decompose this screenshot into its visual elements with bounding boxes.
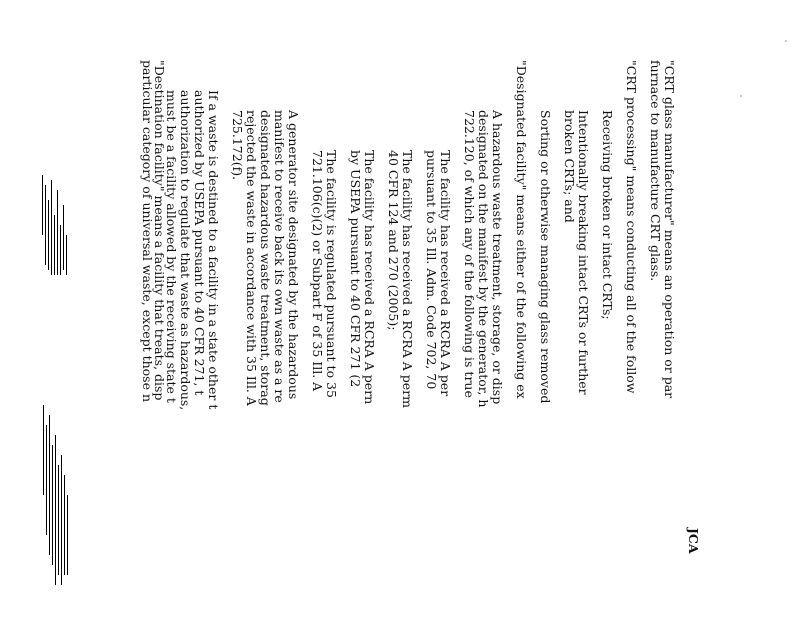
text-line: Sorting or otherwise managing glass removed: [538, 110, 553, 404]
text-line: 40 CFR 124 and 270 (2005);: [386, 150, 401, 331]
binding-marks: [40, 175, 80, 615]
scan-speck: [740, 95, 742, 97]
text-line: "Destination facility" means a facility that treats, disp: [152, 60, 167, 401]
text-line: The facility has received a RCRA A per: [438, 150, 453, 397]
text-line: The facility has received a RCRA A pern: [362, 150, 377, 405]
text-line: Intentionally breaking intact CRTs or further: [576, 110, 591, 395]
text-line: particular category of universal waste, except those n: [140, 60, 155, 403]
text-line: broken CRTs; and: [562, 110, 577, 223]
text-line: Receiving broken or intact CRTs;: [600, 110, 615, 320]
rotated-text-block: [140, 40, 700, 618]
text-line: The facility is regulated pursuant to 35: [324, 150, 339, 398]
text-line: 725.172(f).: [230, 110, 245, 181]
text-line: The facility has received a RCRA A perm: [400, 150, 415, 409]
text-line: must be a facility allowed by the receiving state t: [164, 90, 179, 403]
text-line: 721.106(c)(2) or Subpart F of 35 Ill. A: [310, 150, 325, 392]
text-line: A generator site designated by the hazardous: [286, 110, 301, 400]
text-line: "CRT glass manufacturer" means an operation or par: [662, 60, 677, 399]
text-line: by USEPA pursuant to 40 CFR 271 (2: [348, 150, 363, 388]
text-line: pursuant to 35 Ill. Adm. Code 702, 70: [424, 150, 439, 390]
text-line: If a waste is destined to a facility in a state other t: [206, 90, 221, 410]
text-line: A hazardous waste treatment, storage, or disp: [490, 110, 505, 405]
text-line: manifest to receive back its own waste as a re: [272, 110, 287, 403]
text-line: designated hazardous waste treatment, storag: [258, 110, 273, 406]
page-header-code: JCA: [686, 528, 701, 554]
text-line: "Designated facility" means either of the following ex: [514, 60, 529, 399]
text-line: "CRT processing" means conducting all of the follow: [624, 60, 639, 394]
scan-speck: [785, 40, 787, 42]
text-line: 722.120, of which any of the following is true: [462, 110, 477, 398]
text-line: furnace to manufacture CRT glass.: [648, 60, 663, 282]
text-line: authorization to regulate that waste as hazardous,: [178, 90, 193, 411]
text-line: designated on the manifest by the generator, h: [476, 110, 491, 408]
text-line: authorized by USEPA pursuant to 40 CFR 271, t: [192, 90, 207, 396]
text-line: rejected the waste in accordance with 35 Ill. A: [244, 110, 259, 406]
